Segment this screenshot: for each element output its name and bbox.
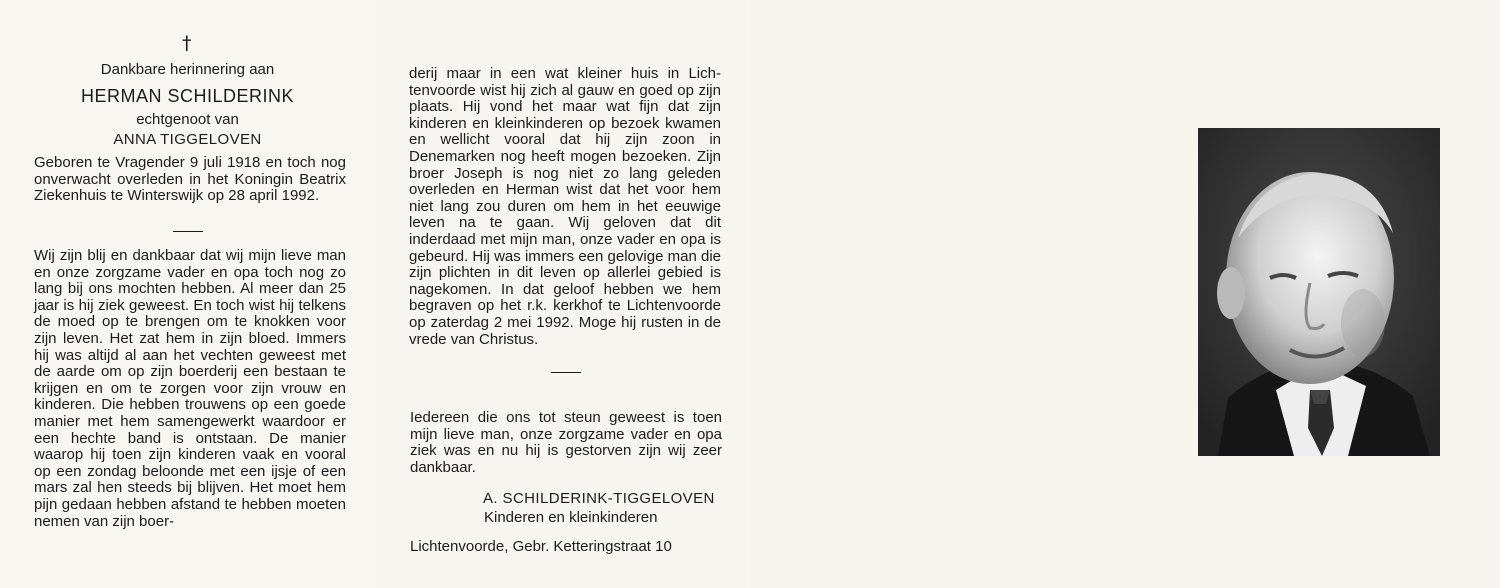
photo-page [1125, 0, 1500, 588]
divider [173, 231, 203, 232]
divider [551, 372, 581, 373]
left-page [0, 0, 375, 588]
birth-death-text: Geboren te Vragender 9 juli 1918 en toch nog onverwacht overleden in het Koningin Beatrix Ziekenhuis te Winterswijk op 28 april 1992. [34, 154, 346, 205]
portrait-photo [1198, 128, 1440, 456]
cross-icon: † [182, 32, 192, 54]
address: Lichtenvoorde, Gebr. Ketteringstraat 10 [410, 538, 672, 555]
thanks-text: Iedereen die ons tot steun geweest is toen mijn lieve man, onze zorgzame vader en opa ziek was en nu hij is gestorven zijn wij zeer dankbaar. [410, 409, 722, 476]
deceased-name: HERMAN SCHILDERINK [80, 86, 295, 106]
memorial-text-part1: Wij zijn blij en dankbaar dat wij mijn lieve man en onze zorgzame vader en opa toch nog zo lang bij ons mochten hebben. Al meer dan 25 jaar is hij ziek geweest. En toch wist hij telkens de moed op te brengen om te knokken voor zijn leven. Het zat hem in zijn bloed. Immers hij was altijd al aan het vechten geweest met de aarde om op zijn boerderij een bestaan te krijgen en om te zorgen voor zijn vrouw en kinderen. Die hebben trouwens op een goede manier met hem samengewerkt waardoor er een hechte band is ontstaan. De manier waarop hij toen zijn kinderen vaak en vooral op een zondag beloonde met een ijsje of een mars zal hen steeds bij blijven. Het moet hem pijn gedaan hebben afstand te hebben moeten nemen van zijn boer- [34, 247, 346, 530]
blank-page [750, 0, 1125, 588]
signature-family: Kinderen en kleinkinderen [484, 509, 658, 526]
memorial-text-part2: derij maar in een wat kleiner huis in Lichtenvoorde wist hij zich al gauw en goed op zijn plaats. Hij vond het maar wat fijn dat zijn kinderen en kleinkinderen op bezoek kwamen en wellicht vooral dat hij zijn zoon in Denemarken nog heeft mogen bezoeken. Zijn broer Joseph is nog niet zo lang geleden overleden en Herman wist dat het voor hem niet lang zou duren om hem in het eeuwige leven na te gaan. Wij geloven dat dit inderdaad met mijn man, onze vader en opa is gebeurd. Hij was immers een gelovige man die zijn plichten in dit leven op allerlei gebied is nagekomen. In dat geloof hebben we hem begraven op het r.k. kerkhof te Lichtenvoorde op zaterdag 2 mei 1992. Moge hij rusten in de vrede van Christus. [409, 65, 721, 348]
portrait-illustration [1198, 128, 1440, 456]
spouse-heading: echtgenoot van [136, 111, 239, 128]
memorial-heading: Dankbare herinnering aan [100, 61, 275, 78]
signature-name: A. SCHILDERINK-TIGGELOVEN [483, 490, 715, 507]
middle-page [375, 0, 750, 588]
spouse-name: ANNA TIGGELOVEN [113, 131, 262, 148]
